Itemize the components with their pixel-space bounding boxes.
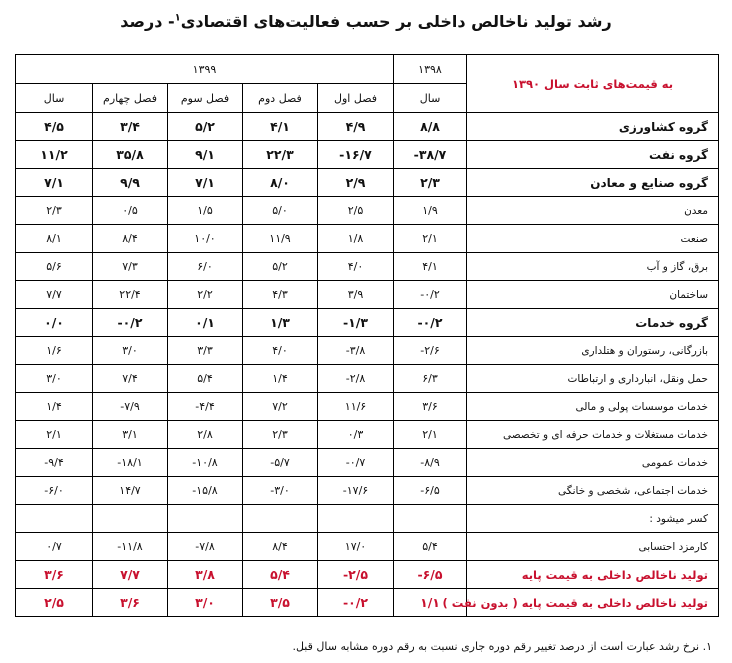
value-cell: ۳/۳ [168,337,243,365]
value-cell: ۵/۲ [243,253,318,281]
table-row [16,449,719,477]
value-cell: ۰/۳ [318,421,394,449]
value-cell: -۵/۷ [243,449,318,477]
value-cell: ۱۱/۹ [243,225,318,253]
value-cell: -۱/۳ [318,309,394,337]
value-cell: ۳/۶ [93,589,168,617]
value-cell: ۷/۱ [16,169,93,197]
value-cell: ۳/۴ [93,113,168,141]
value-cell: ۱/۹ [394,197,467,225]
value-cell: ۸/۱ [16,225,93,253]
table-row [16,225,719,253]
value-cell: ۲/۹ [318,169,394,197]
year-1398: ۱۳۹۸ [394,55,467,84]
value-cell: -۱۶/۷ [318,141,394,169]
row-label: خدمات اجتماعی، شخصی و خانگی [467,477,719,505]
value-cell: ۴/۰ [243,337,318,365]
value-cell: ۲/۳ [16,197,93,225]
value-cell: ۲/۳ [243,421,318,449]
year-1399: ۱۳۹۹ [16,55,394,84]
value-cell: -۷/۹ [93,393,168,421]
gdp-growth-table [15,54,719,617]
value-cell: ۴/۹ [318,113,394,141]
row-label: تولید ناخالص داخلی به قیمت پایه ( بدون نفت ) [467,589,719,617]
value-cell: ۲/۸ [168,421,243,449]
value-cell: ۲/۱ [16,421,93,449]
value-cell: ۳/۶ [394,393,467,421]
table-row [16,253,719,281]
value-cell: -۱۵/۸ [168,477,243,505]
value-cell: ۲/۲ [168,281,243,309]
row-label: ساختمان [467,281,719,309]
value-cell: -۳۸/۷ [394,141,467,169]
value-cell: -۰/۲ [394,281,467,309]
value-cell: ۷/۷ [16,281,93,309]
value-cell: ۵/۲ [168,113,243,141]
value-cell: -۳/۰ [243,477,318,505]
value-cell: ۴/۱ [243,113,318,141]
value-cell: ۱/۴ [16,393,93,421]
value-cell: ۳/۱ [93,421,168,449]
value-cell: ۷/۲ [243,393,318,421]
value-cell: ۷/۴ [93,365,168,393]
value-cell: -۶/۵ [394,561,467,589]
value-cell: ۱/۳ [243,309,318,337]
value-cell: ۸/۸ [394,113,467,141]
table-row [16,141,719,169]
value-cell: ۱۱/۲ [16,141,93,169]
value-cell: ۴/۰ [318,253,394,281]
row-label: برق، گاز و آب [467,253,719,281]
value-cell: -۱۰/۸ [168,449,243,477]
row-label: کسر میشود : [467,505,719,533]
row-label: گروه نفت [467,141,719,169]
value-cell: ۳/۹ [318,281,394,309]
value-cell: ۰/۷ [16,533,93,561]
table-row [16,197,719,225]
period-1398-year: سال [394,84,467,113]
row-label: تولید ناخالص داخلی به قیمت پایه [467,561,719,589]
row-label: صنعت [467,225,719,253]
value-cell: ۱۰/۰ [168,225,243,253]
value-cell: -۰/۲ [394,309,467,337]
row-label: گروه کشاورزی [467,113,719,141]
row-label: گروه صنایع و معادن [467,169,719,197]
value-cell: -۶/۵ [394,477,467,505]
value-cell: ۱/۵ [168,197,243,225]
row-label: گروه خدمات [467,309,719,337]
table-row [16,365,719,393]
value-cell: ۸/۴ [243,533,318,561]
value-cell: ۱/۸ [318,225,394,253]
value-cell: ۳/۸ [168,561,243,589]
value-cell: ۲/۱ [394,421,467,449]
value-cell: ۸/۴ [93,225,168,253]
value-cell: ۳/۰ [16,365,93,393]
row-label: حمل ونقل، انبارداری و ارتباطات [467,365,719,393]
period-q4: فصل چهارم [93,84,168,113]
value-cell: -۱۱/۸ [93,533,168,561]
table-row [16,337,719,365]
value-cell: ۹/۱ [168,141,243,169]
value-cell: ۲/۱ [394,225,467,253]
value-cell: -۹/۴ [16,449,93,477]
value-cell: ۸/۰ [243,169,318,197]
value-cell: ۲/۵ [318,197,394,225]
value-cell: ۰/۱ [168,309,243,337]
value-cell: ۲/۳ [394,169,467,197]
value-cell: ۶/۳ [394,365,467,393]
table-row [16,169,719,197]
value-cell: ۳/۵ [243,589,318,617]
title-suffix: - درصد [120,12,175,31]
value-cell: ۳/۰ [93,337,168,365]
value-cell [394,505,467,533]
row-label: معدن [467,197,719,225]
value-cell: -۰/۲ [93,309,168,337]
value-cell: ۱/۴ [243,365,318,393]
value-cell: ۱۷/۰ [318,533,394,561]
value-cell: ۴/۱ [394,253,467,281]
corner-label: به قیمت‌های ثابت سال ۱۳۹۰ [467,55,719,113]
value-cell: -۱۷/۶ [318,477,394,505]
value-cell: -۳/۸ [318,337,394,365]
value-cell [93,505,168,533]
table-row [16,561,719,589]
value-cell: ۳/۶ [16,561,93,589]
table-row [16,505,719,533]
value-cell: ۰/۵ [93,197,168,225]
value-cell: ۲۲/۳ [243,141,318,169]
table-row [16,477,719,505]
value-cell: ۱/۱ [394,589,467,617]
row-label: بازرگانی، رستوران و هتلداری [467,337,719,365]
value-cell [16,505,93,533]
value-cell: ۵/۴ [243,561,318,589]
value-cell: ۳۵/۸ [93,141,168,169]
value-cell: ۵/۰ [243,197,318,225]
row-label: خدمات موسسات پولی و مالی [467,393,719,421]
value-cell: ۵/۴ [168,365,243,393]
row-label: کارمزد احتسابی [467,533,719,561]
value-cell: ۷/۱ [168,169,243,197]
table-row [16,533,719,561]
period-q3: فصل سوم [168,84,243,113]
value-cell: ۲۲/۴ [93,281,168,309]
footnote: ۱. نرخ رشد عبارت است از درصد تغییر رقم دوره جاری نسبت به رقم دوره مشابه سال قبل. [292,640,712,653]
title-text: رشد تولید ناخالص داخلی بر حسب فعالیت‌های اقتصادی [180,12,612,31]
value-cell: ۱۱/۶ [318,393,394,421]
value-cell: -۲/۸ [318,365,394,393]
value-cell: ۵/۶ [16,253,93,281]
period-q2: فصل دوم [243,84,318,113]
row-label: خدمات مستغلات و خدمات حرفه ای و تخصصی [467,421,719,449]
value-cell: ۱/۶ [16,337,93,365]
value-cell: ۷/۷ [93,561,168,589]
table-row [16,393,719,421]
value-cell [243,505,318,533]
value-cell: -۱۸/۱ [93,449,168,477]
value-cell: -۴/۴ [168,393,243,421]
value-cell: ۲/۵ [16,589,93,617]
period-1399-year: سال [16,84,93,113]
value-cell: ۳/۰ [168,589,243,617]
title-footnote-mark: ۱ [174,12,181,24]
value-cell: -۰/۷ [318,449,394,477]
value-cell: -۷/۸ [168,533,243,561]
period-q1: فصل اول [318,84,394,113]
table-row [16,113,719,141]
value-cell: -۰/۲ [318,589,394,617]
page-title [0,12,732,31]
value-cell: ۷/۳ [93,253,168,281]
value-cell: ۱۴/۷ [93,477,168,505]
table-row [16,589,719,617]
value-cell: -۲/۶ [394,337,467,365]
value-cell: ۴/۵ [16,113,93,141]
table-row [16,309,719,337]
header-row-years [16,55,719,84]
value-cell: ۹/۹ [93,169,168,197]
value-cell [318,505,394,533]
value-cell: ۵/۴ [394,533,467,561]
value-cell: -۸/۹ [394,449,467,477]
row-label: خدمات عمومی [467,449,719,477]
value-cell: ۰/۰ [16,309,93,337]
value-cell: ۶/۰ [168,253,243,281]
value-cell [168,505,243,533]
value-cell: ۴/۳ [243,281,318,309]
value-cell: -۶/۰ [16,477,93,505]
table-row [16,421,719,449]
value-cell: -۲/۵ [318,561,394,589]
table-row [16,281,719,309]
